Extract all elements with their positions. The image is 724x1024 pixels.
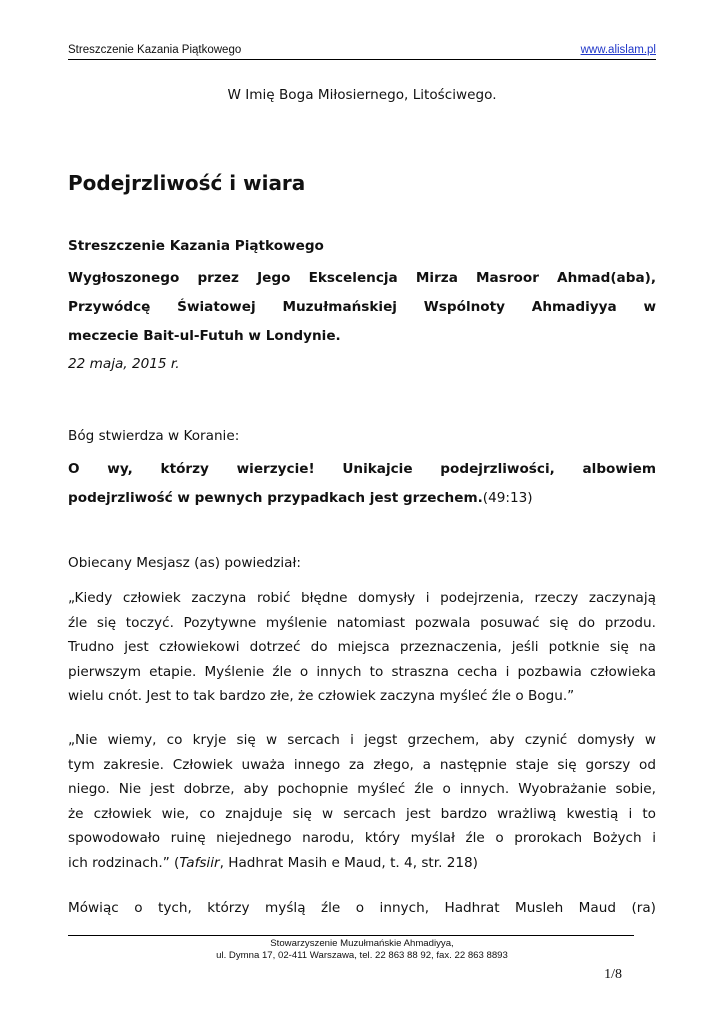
quote-line: „Nie wiemy, co kryje się w sercach i jegst grzechem, aby czynić domysły w bbox=[68, 732, 656, 748]
quote-line: „Kiedy człowiek zaczyna robić błędne domysły i podejrzenia, rzeczy zaczynają bbox=[68, 590, 656, 606]
quote-line: tym zakresie. Człowiek uważa innego za złego, a następnie staje się gorszy od bbox=[68, 756, 656, 773]
quran-intro: Bóg stwierdza w Koranie: bbox=[68, 428, 240, 444]
delivered-by-block bbox=[68, 264, 656, 351]
invocation: W Imię Boga Miłosiernego, Litościwego. bbox=[227, 87, 497, 103]
quran-verse bbox=[68, 455, 656, 513]
delivered-line: Wygłoszonego przez Jego Ekscelencja Mirza Masroor Ahmad(aba), bbox=[68, 270, 656, 286]
quote-line: pierwszym etapie. Myślenie źle o innych to straszna cecha i pozbawia człowieka bbox=[68, 663, 656, 680]
verse-reference: (49:13) bbox=[482, 490, 533, 506]
sermon-subtitle: Streszczenie Kazania Piątkowego bbox=[68, 238, 324, 254]
page-number: 1/8 bbox=[604, 967, 622, 982]
quote-line: źle się toczyć. Pozytywne myślenie natomiast pozwala posuwać się do przodu. bbox=[68, 614, 656, 631]
quote-paragraph-1 bbox=[68, 586, 656, 709]
page-header bbox=[68, 43, 656, 60]
quote-line: że człowiek wie, co znajduje się w sercach jest bardzo wrażliwą kwestią i to bbox=[68, 805, 656, 822]
citation-book-title: Tafsiir bbox=[179, 854, 220, 871]
quote-line: Trudno jest człowiekowi dotrzeć do miejsca przeznaczenia, jeśli potknie się na bbox=[68, 639, 656, 656]
quote-line: spowodowało ruinę niejednego narodu, który myślał źle o prorokach Bożych i bbox=[68, 830, 656, 847]
verse-text: podejrzliwość w pewnych przypadkach jest grzechem. bbox=[68, 490, 483, 506]
delivered-line: Przywódcę Światowej Muzułmańskiej Wspólnoty Ahmadiyya w bbox=[68, 299, 656, 315]
continuing-paragraph bbox=[68, 896, 656, 921]
quote-citation-line: ich rodzinach.” (Tafsiir, Hadhrat Masih e Maud, t. 4, str. 218) bbox=[68, 854, 478, 871]
header-website-link[interactable]: www.alislam.pl bbox=[580, 44, 656, 56]
page-title: Podejrzliwość i wiara bbox=[68, 171, 306, 195]
footer-divider bbox=[68, 935, 634, 936]
delivered-line: meczecie Bait-ul-Futuh w Londynie. bbox=[68, 328, 341, 344]
messiah-intro: Obiecany Mesjasz (as) powiedział: bbox=[68, 555, 301, 571]
sermon-date: 22 maja, 2015 r. bbox=[68, 356, 180, 372]
footer-organization: Stowarzyszenie Muzułmańskie Ahmadiyya, bbox=[270, 938, 454, 949]
paragraph-line: Mówiąc o tych, którzy myślą źle o innych, Hadhrat Musleh Maud (ra) bbox=[68, 900, 656, 916]
footer-address: ul. Dymna 17, 02-411 Warszawa, tel. 22 863 88 92, fax. 22 863 8893 bbox=[216, 950, 508, 961]
verse-line: O wy, którzy wierzycie! Unikajcie podejrzliwości, albowiem bbox=[68, 461, 656, 477]
header-title: Streszczenie Kazania Piątkowego bbox=[68, 44, 242, 56]
quote-line: wielu cnót. Jest to tak bardzo złe, że człowiek zaczyna myśleć źle o Bogu.” bbox=[68, 688, 575, 705]
verse-line bbox=[68, 484, 656, 513]
quote-line: niego. Nie jest dobrze, aby pochopnie myśleć źle o innych. Wyobrażanie sobie, bbox=[68, 781, 656, 798]
quote-paragraph-2 bbox=[68, 728, 656, 876]
page-footer bbox=[0, 938, 724, 962]
